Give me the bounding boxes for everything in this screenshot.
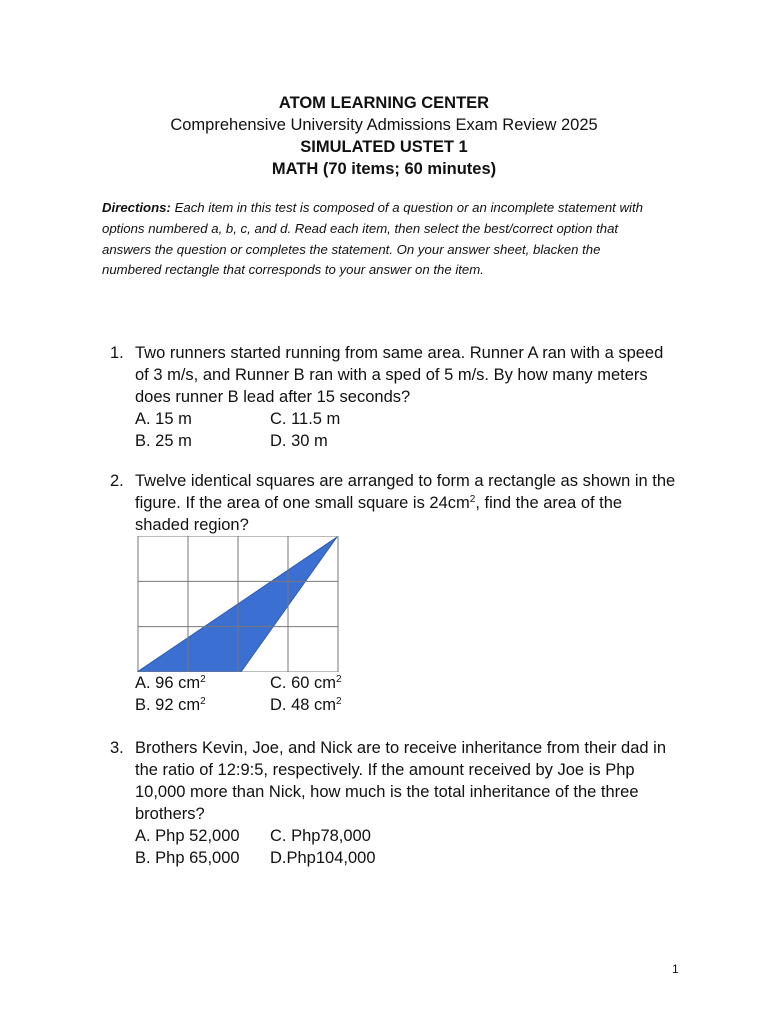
options — [135, 672, 680, 716]
option-c: C. 60 $cm^2$ — [270, 674, 342, 692]
directions — [102, 198, 662, 281]
option-a: A. 96 $cm^2$ — [135, 674, 206, 692]
question-number: 2. — [110, 472, 124, 490]
question-number: 3. — [110, 739, 124, 757]
question-3 — [110, 737, 680, 869]
directions-text: Each item in this test is composed of a question or an incomplete statement with options numbered a, b, c, and d. Read each item, then select the best/correct option that answers the question or completes the statement. On your answer sheet, blacken the numbered rectangle that corresponds to your answer on the item. — [102, 200, 643, 278]
option-a: A. Php 52,000 — [135, 827, 240, 845]
shaded-region — [137, 537, 337, 672]
option-c: C. 11.5 m — [270, 410, 341, 428]
question-1 — [110, 342, 680, 452]
option-a: A. 15 m — [135, 410, 192, 428]
question-text: Brothers Kevin, Joe, and Nick are to receive inheritance from their dad in the ratio of 12:9:5, respectively. If the amount received by Joe is Php 10,000 more than Nick, how much is the total inheritance of the three brothers? — [135, 739, 667, 823]
question-text: Two runners started running from same area. Runner A ran with a speed of 3 m/s, and Runner B ran with a sped of 5 m/s. By how many meters does runner B lead after 15 seconds? — [135, 344, 664, 406]
question-2-options — [110, 672, 680, 716]
option-d: D. 48 $cm^2$ — [270, 696, 342, 714]
section-title: MATH (70 items; 60 minutes) — [271, 160, 497, 178]
question-number: 1. — [110, 344, 124, 362]
document-header — [0, 92, 768, 180]
exam-subtitle: Comprehensive University Admissions Exam Review 2025 — [170, 116, 598, 134]
center-name: ATOM LEARNING CENTER — [278, 94, 490, 112]
question-text: Twelve identical squares are arranged to form a rectangle as shown in the figure. If the area of one small square is $24cm^2$, find the area of the shaded region? — [135, 472, 676, 534]
squares-figure — [137, 536, 339, 672]
options — [135, 408, 680, 452]
option-d: D.Php104,000 — [270, 849, 376, 867]
page-number: 1 — [672, 962, 679, 976]
question-2 — [110, 470, 680, 536]
test-name: SIMULATED USTET 1 — [300, 138, 468, 156]
option-b: B. Php 65,000 — [135, 849, 240, 867]
option-d: D. 30 m — [270, 432, 328, 450]
directions-label: Directions: — [102, 200, 171, 215]
option-c: C. Php78,000 — [270, 827, 371, 845]
options — [135, 825, 680, 869]
option-b: B. 92 $cm^2$ — [135, 696, 206, 714]
option-b: B. 25 m — [135, 432, 192, 450]
